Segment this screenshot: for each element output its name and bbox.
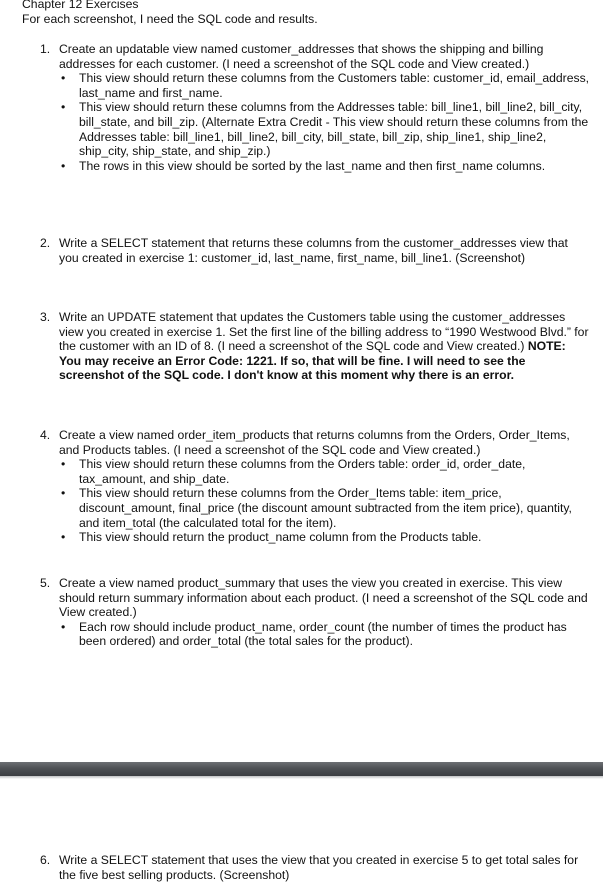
list-item: • Each row should include product_name, order_count (the number of times the product has been ordered) and order_total (the total sales for the product). [61,619,567,649]
exercise-text: Create a view named product_summary that uses the view you created in exercise. This view should return summary information about each product. (I need a screenshot of the SQL code and View created.) [59,576,588,620]
exercise-number: 5. [40,576,51,590]
exercise-3 [40,310,590,383]
bullet-icon: • [61,619,66,634]
list-item: • This view should return these columns from the Addresses table: bill_line1, bill_line2, bill_city, bill_state, and bill_zip. (Alternate Extra Credit - This view should return these columns from the Addresses table: bill_line1, bill_line2, bill_city, bill_state, bill_zip, ship_line1, ship_line2, ship_city, ship_state, and ship_zip.) [61,100,589,159]
page-separator-shadow [0,776,603,779]
page-separator [0,762,603,776]
bullet-icon: • [61,486,66,501]
exercise-text: Write a SELECT statement that uses the view that you created in exercise 5 to get total sales for the five best selling products. (Screenshot) [59,853,579,882]
list-item: • This view should return these columns from the Orders table: order_id, order_date, tax_amount, and ship_date. [61,457,526,486]
exercise-text: Create a view named order_item_products that returns columns from the Orders, Order_Items, and Products tables. (I need a screenshot of the SQL code and View created.) [59,428,570,457]
exercise-1 [40,42,590,173]
exercise-bullets [40,457,590,545]
exercise-4 [40,428,590,545]
exercise-number: 3. [40,310,51,324]
list-item: • This view should return the product_name column from the Products table. [61,530,482,545]
bullet-icon: • [61,71,66,86]
exercise-bullets [40,71,590,173]
exercise-text: Write an UPDATE statement that updates the Customers table using the customer_addresses view you created in exercise 1. Set the first line of the billing address to “1990 Westwood Blvd.” for the customer with an ID of 8. (I need a screenshot of the SQL code and View created.) NOTE: You may receive an Error Code: 1221. If so, that will be fine. I will need to see the screenshot of the SQL code. I don't know at this moment why there is an error. [59,310,589,383]
bullet-icon: • [61,530,66,545]
list-item: • This view should return these columns from the Customers table: customer_id, email_address, last_name and first_name. [61,71,590,100]
bullet-icon: • [61,158,66,173]
exercise-number: 6. [40,853,51,867]
exercise-note: NOTE: You may receive an Error Code: 1221. If so, that will be fine. I will need to see the screenshot of the SQL code. I don't know at this moment why there is an error. [59,339,566,383]
list-item: • This view should return these columns from the Order_Items table: item_price, discount_amount, final_price (the discount amount subtracted from the item price), quantity, and item_total (the calculated total for the item). [61,486,572,530]
list-item: • The rows in this view should be sorted by the last_name and then first_name columns. [61,158,546,173]
exercise-2 [40,236,590,265]
exercise-number: 4. [40,428,51,442]
exercise-text: Create an updatable view named customer_addresses that shows the shipping and billing addresses for each customer. (I need a screenshot of the SQL code and View created.) [59,42,544,71]
exercise-6 [40,853,590,882]
exercise-text: Write a SELECT statement that returns these columns from the customer_addresses view that you created in exercise 1: customer_id, last_name, first_name, bill_line1. (Screenshot) [59,236,568,265]
exercise-5 [40,576,590,649]
exercise-bullets [40,620,590,649]
bullet-icon: • [61,457,66,472]
exercise-number: 2. [40,236,51,250]
exercise-number: 1. [40,42,51,56]
page-title: Chapter 12 Exercises [22,0,139,11]
page-subtitle: For each screenshot, I need the SQL code and results. [22,12,318,26]
bullet-icon: • [61,100,66,115]
